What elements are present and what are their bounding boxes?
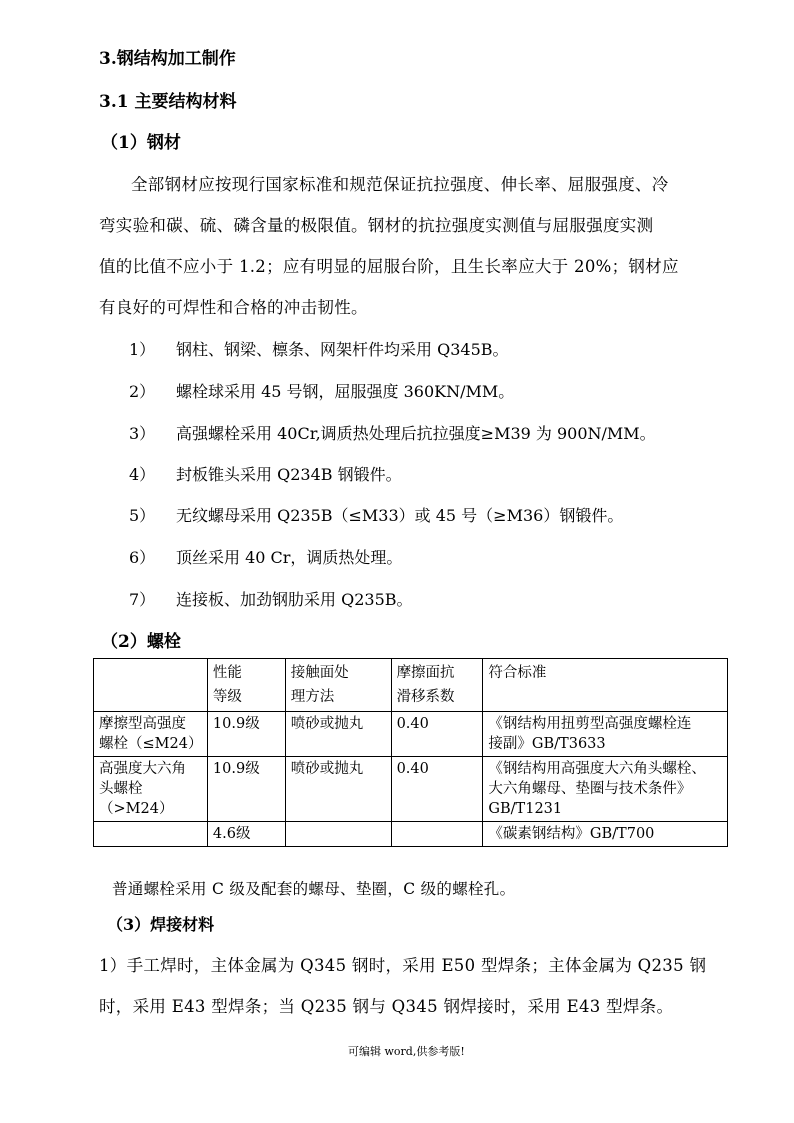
cell-line: 接副》GB/T3633 xyxy=(488,736,606,752)
table-header-cell xyxy=(483,659,728,712)
section-title: 3.钢结构加工制作 xyxy=(99,49,236,69)
bolt-type-cell xyxy=(94,822,208,847)
list-item-text: 钢柱、钢梁、檩条、网架杆件均采用 Q345B。 xyxy=(176,340,509,359)
method-cell: 喷砂或抛丸 xyxy=(285,757,391,822)
header-line: 接触面处 xyxy=(290,665,349,681)
header-line: 摩擦面抗 xyxy=(396,665,455,681)
list-item-number: 4） xyxy=(129,465,156,484)
table-header-cell xyxy=(285,659,391,712)
bolts-heading: （2）螺栓 xyxy=(101,632,181,652)
header-line: 性能 xyxy=(212,665,242,681)
cell-line: （>M24） xyxy=(99,801,174,817)
cell-line: 螺栓（≤M24） xyxy=(99,736,203,752)
list-item-number: 5） xyxy=(129,506,156,525)
list-item-number: 3） xyxy=(129,424,156,443)
header-line: 理方法 xyxy=(290,689,335,705)
steel-paragraph-line: 全部钢材应按现行国家标准和规范保证抗拉强度、伸长率、屈服强度、冷 xyxy=(131,175,669,194)
grade-cell: 4.6级 xyxy=(207,822,285,847)
coef-cell: 0.40 xyxy=(391,757,483,822)
steel-heading: （1）钢材 xyxy=(101,133,181,153)
grade-cell: 10.9级 xyxy=(207,757,285,822)
table-header-row xyxy=(94,659,728,712)
method-cell xyxy=(285,822,391,847)
table-row xyxy=(94,757,728,822)
steel-paragraph-line: 值的比值不应小于 1.2；应有明显的屈服台阶，且生长率应大于 20%；钢材应 xyxy=(99,257,679,276)
steel-paragraph-line: 有良好的可焊性和合格的冲击韧性。 xyxy=(99,298,368,317)
cell-line: 高强度大六角 xyxy=(99,761,186,777)
list-item-text: 高强螺栓采用 40Cr,调质热处理后抗拉强度≥M39 为 900N/MM。 xyxy=(176,424,656,443)
header-line: 滑移系数 xyxy=(396,689,455,705)
coef-cell xyxy=(391,822,483,847)
bolt-type-cell xyxy=(94,712,208,757)
cell-line: 《钢结构用高强度大六角头螺栓、 xyxy=(488,761,706,777)
method-cell: 喷砂或抛丸 xyxy=(285,712,391,757)
header-line: 等级 xyxy=(212,689,242,705)
standard-cell xyxy=(483,757,728,822)
steel-paragraph-line: 弯实验和碳、硫、磷含量的极限值。钢材的抗拉强度实测值与屈服强度实测 xyxy=(99,216,654,235)
table-row xyxy=(94,822,728,847)
list-item-number: 1） xyxy=(129,340,156,359)
header-line: 符合标准 xyxy=(488,665,547,681)
subsection-title: 3.1 主要结构材料 xyxy=(99,92,237,112)
bolt-spec-table xyxy=(93,658,728,847)
welding-paragraph-line: 1）手工焊时，主体金属为 Q345 钢时，采用 E50 型焊条；主体金属为 Q235 钢 xyxy=(99,956,707,975)
list-item-number: 6） xyxy=(129,548,156,567)
cell-line: 头螺栓 xyxy=(99,781,143,797)
list-item-text: 螺栓球采用 45 号钢，屈服强度 360KN/MM。 xyxy=(176,382,515,401)
cell-line: 大六角螺母、垫圈与技术条件》 xyxy=(488,781,692,797)
table-header-cell xyxy=(94,659,208,712)
table-header-cell xyxy=(207,659,285,712)
coef-cell: 0.40 xyxy=(391,712,483,757)
standard-cell xyxy=(483,712,728,757)
table-row xyxy=(94,712,728,757)
list-item-text: 连接板、加劲钢肋采用 Q235B。 xyxy=(176,590,413,609)
list-item-text: 封板锥头采用 Q234B 钢锻件。 xyxy=(176,465,402,484)
list-item-number: 2） xyxy=(129,382,156,401)
welding-heading: （3）焊接材料 xyxy=(107,915,215,934)
list-item-text: 顶丝采用 40 Cr，调质热处理。 xyxy=(176,548,403,567)
cell-line: 《碳素钢结构》GB/T700 xyxy=(488,826,655,842)
page-footer: 可编辑 word,供参考版! xyxy=(348,1045,465,1058)
list-item-text: 无纹螺母采用 Q235B（≤M33）或 45 号（≥M36）钢锻件。 xyxy=(176,506,624,525)
cell-line: 摩擦型高强度 xyxy=(99,716,186,732)
welding-paragraph-line: 时，采用 E43 型焊条；当 Q235 钢与 Q345 钢焊接时，采用 E43 型焊条。 xyxy=(99,997,674,1016)
bolt-type-cell xyxy=(94,757,208,822)
cell-line: 《钢结构用扭剪型高强度螺栓连 xyxy=(488,716,692,732)
table-header-cell xyxy=(391,659,483,712)
bolts-note: 普通螺栓采用 C 级及配套的螺母、垫圈，C 级的螺栓孔。 xyxy=(112,880,516,898)
grade-cell: 10.9级 xyxy=(207,712,285,757)
list-item-number: 7） xyxy=(129,590,156,609)
cell-line: GB/T1231 xyxy=(488,801,563,817)
standard-cell xyxy=(483,822,728,847)
